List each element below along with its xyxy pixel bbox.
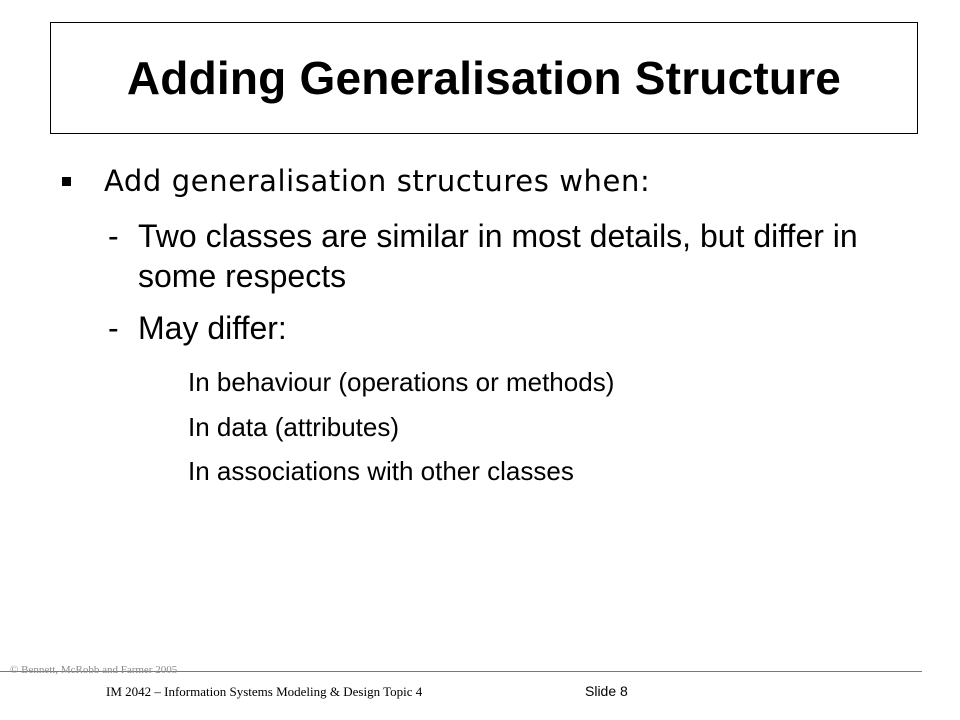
dash-marker: - — [108, 310, 119, 346]
slide-title: Adding Generalisation Structure — [126, 52, 842, 104]
main-bullet — [62, 164, 650, 198]
subsubpoint-behaviour: In behaviour (operations or methods) — [188, 367, 615, 397]
title-box — [50, 22, 918, 134]
subpoint-similar-classes — [108, 216, 898, 296]
subpoint-text: Two classes are similar in most details, but differ in some respects — [138, 218, 858, 294]
slide-number: Slide 8 — [585, 683, 628, 699]
copyright-notice: © Bennett, McRobb and Farmer 2005 — [10, 664, 178, 676]
main-bullet-text: Add generalisation structures when: — [104, 164, 651, 198]
course-label: IM 2042 – Information Systems Modeling & Design Topic 4 — [106, 684, 423, 699]
dash-marker: - — [108, 218, 119, 254]
subsubpoint-associations: In associations with other classes — [188, 456, 574, 486]
bullet-square-icon — [62, 177, 71, 186]
subpoint-may-differ — [108, 308, 898, 348]
subpoint-text: May differ: — [138, 310, 287, 346]
subsubpoint-data: In data (attributes) — [188, 412, 399, 442]
